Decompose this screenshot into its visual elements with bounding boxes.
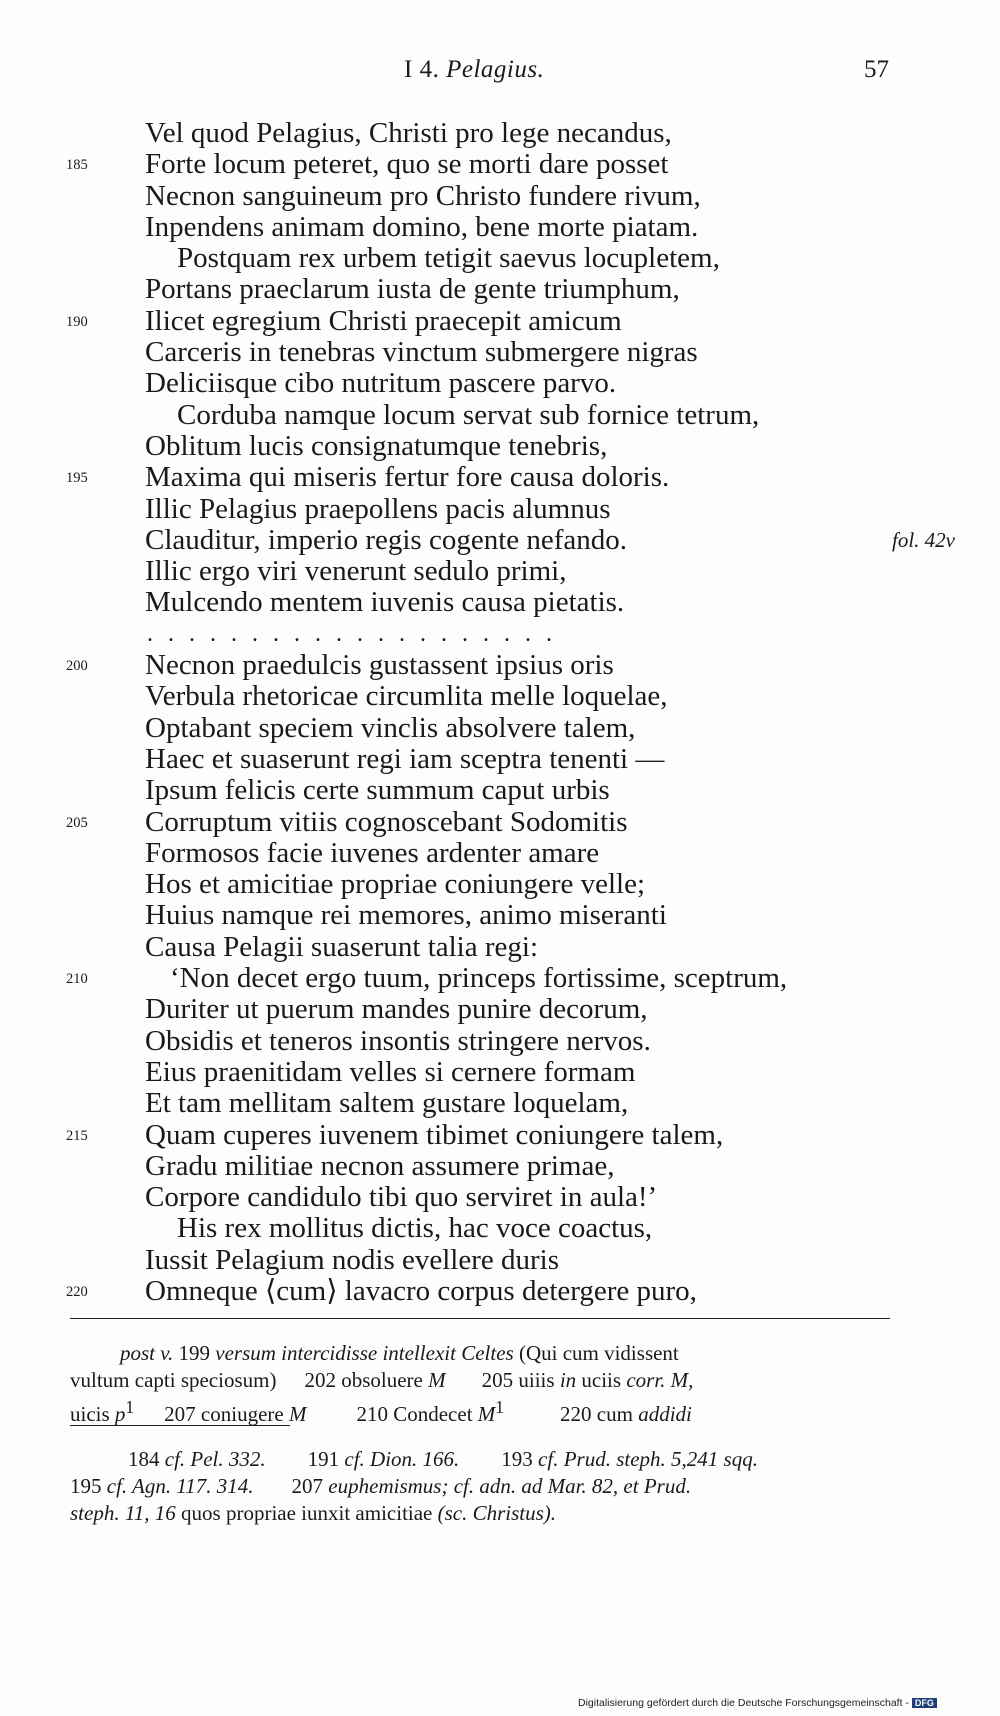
verse-text-line: Necnon praedulcis gustassent ipsius oris [145,649,614,682]
verse-text-line: Corpore candidulo tibi quo serviret in aula!’ [145,1181,658,1214]
verse-line [0,149,1000,180]
critical-apparatus [70,1340,890,1428]
page-number: 57 [864,56,889,83]
verse-line [0,587,1000,618]
verse-text-line: Necnon sanguineum pro Christo fundere rivum, [145,179,701,212]
line-number: 210 [66,971,88,988]
source-line: 184 cf. Pel. 332. 191 cf. Dion. 166. 193 cf. Prud. steph. 5,241 sqq. [128,1447,758,1471]
verse-line [0,431,1000,462]
verse-line [0,306,1000,337]
verse-text-line: Ipsum felicis certe summum caput urbis [145,774,610,807]
verse-text-line: Inpendens animam domino, bene morte piatam. [145,210,699,243]
verse-text-line: Omneque ⟨cum⟩ lavacro corpus detergere puro, [145,1274,697,1307]
short-divider-rule [70,1425,290,1426]
verse-text-line: Vel quod Pelagius, Christi pro lege necandus, [145,117,672,149]
verse-line [0,807,1000,838]
verse-line [0,1057,1000,1088]
section-number: I 4. [404,56,440,83]
verse-text-line: Duriter ut puerum mandes punire decorum, [145,993,648,1026]
verse-line [0,1120,1000,1151]
verse-text-line: Eius praenitidam velles si cernere formam [145,1055,636,1088]
verse-text-line: .................... [147,620,567,647]
verse-text [0,118,1000,1307]
verse-text-line: Mulcendo mentem iuvenis causa pietatis. [145,586,625,619]
line-number: 220 [66,1283,88,1300]
verse-text-line: Optabant speciem vinclis absolvere talem, [145,711,636,744]
verse-text-line: Causa Pelagii suaserunt talia regi: [145,930,539,963]
verse-text-line: Huius namque rei memores, animo miseranti [145,899,667,932]
verse-text-line: Portans praeclarum iusta de gente triumphum, [145,273,680,306]
verse-line [0,1026,1000,1057]
verse-text-line: His rex mollitus dictis, hac voce coactus, [177,1212,653,1245]
verse-line [0,1245,1000,1276]
digitization-credit [578,1697,937,1709]
source-line: 195 cf. Agn. 117. 314. 207 euphemismus; cf. adn. ad Mar. 82, et Prud. [70,1474,692,1498]
verse-line [0,681,1000,712]
page-header [0,56,1000,90]
verse-line [0,932,1000,963]
verse-line [0,900,1000,931]
verse-text-line: Formosos facie iuvenes ardenter amare [145,836,600,869]
line-number: 215 [66,1127,88,1144]
line-number: 205 [66,814,88,831]
verse-text-line: Deliciisque cibo nutritum pascere parvo. [145,367,617,400]
verse-text-line: Ilicet egregium Christi praecepit amicum [145,304,622,337]
verse-line [0,274,1000,305]
credit-text: Digitalisierung gefördert durch die Deutsche Forschungsgemeinschaft - [578,1697,909,1709]
line-number: 190 [66,313,88,330]
verse-line [0,462,1000,493]
verse-line [0,775,1000,806]
verse-text-line: Verbula rhetoricae circumlita melle loquelae, [145,680,668,713]
verse-line [0,744,1000,775]
verse-line [0,1182,1000,1213]
verse-text-line: Carceris in tenebras vinctum submergere nigras [145,336,698,369]
verse-text-line: ‘Non decet ergo tuum, princeps fortissime, sceptrum, [170,962,788,995]
verse-line [0,181,1000,212]
verse-text-line: Oblitum lucis consignatumque tenebris, [145,429,608,462]
verse-line [0,619,1000,650]
verse-line [0,212,1000,243]
verse-line [0,118,1000,149]
verse-text-line: Haec et suaserunt regi iam sceptra tenenti — [145,742,665,775]
verse-text-line: Postquam rex urbem tetigit saevus locupletem, [177,242,720,275]
verse-line [0,1088,1000,1119]
verse-text-line: Et tam mellitam saltem gustare loquelam, [145,1087,629,1120]
verse-line [0,838,1000,869]
line-number: 185 [66,157,88,174]
dfg-logo: DFG [912,1698,937,1708]
verse-line [0,1276,1000,1307]
verse-text-line: Hos et amicitiae propriae coniungere velle; [145,868,646,901]
verse-line [0,243,1000,274]
verse-text-line: Iussit Pelagium nodis evellere duris [145,1243,559,1276]
verse-line [0,1213,1000,1244]
verse-line [0,869,1000,900]
verse-line [0,337,1000,368]
divider-rule [70,1318,890,1319]
verse-line [0,1151,1000,1182]
apparatus-line: post v. 199 versum intercidisse intellexit Celtes (Qui cum vidissent [120,1341,679,1365]
verse-text-line: Obsidis et teneros insontis stringere nervos. [145,1024,651,1057]
verse-line [0,963,1000,994]
verse-text-line: Illic ergo viri venerunt sedulo primi, [145,555,567,588]
verse-text-line: Corduba namque locum servat sub fornice tetrum, [177,398,760,431]
folio-marginal-note: fol. 42v [892,527,955,552]
verse-text-line: Quam cuperes iuvenem tibimet coniungere talem, [145,1118,724,1151]
verse-line [0,994,1000,1025]
verse-text-line: Corruptum vitiis cognoscebant Sodomitis [145,805,628,838]
verse-line [0,650,1000,681]
line-number: 195 [66,470,88,487]
apparatus-line: uicis $p^1$ 207 coniugere M 210 Condecet $M^1$ 220 cum addidi [70,1397,692,1426]
verse-text-line: Maxima qui miseris fertur fore causa doloris. [145,461,670,494]
verse-text-line: Forte locum peteret, quo se morti dare posset [145,148,669,181]
verse-text-line: Illic Pelagius praepollens pacis alumnus [145,492,611,525]
verse-text-line: Clauditur, imperio regis cogente nefando. [145,523,628,556]
source-notes [70,1446,890,1527]
chapter-title: Pelagius. [446,56,545,83]
running-title [404,56,544,84]
source-line: steph. 11, 16 quos propriae iunxit amicitiae (sc. Christus). [70,1501,557,1525]
verse-line [0,400,1000,431]
verse-line [0,525,1000,556]
verse-line [0,713,1000,744]
verse-line [0,494,1000,525]
verse-line [0,368,1000,399]
verse-text-line: Gradu militiae necnon assumere primae, [145,1149,615,1182]
verse-line [0,556,1000,587]
line-number: 200 [66,658,88,675]
apparatus-line: vultum capti speciosum) 202 obsoluere M 205 uiiis in uciis corr. M, [70,1368,694,1392]
